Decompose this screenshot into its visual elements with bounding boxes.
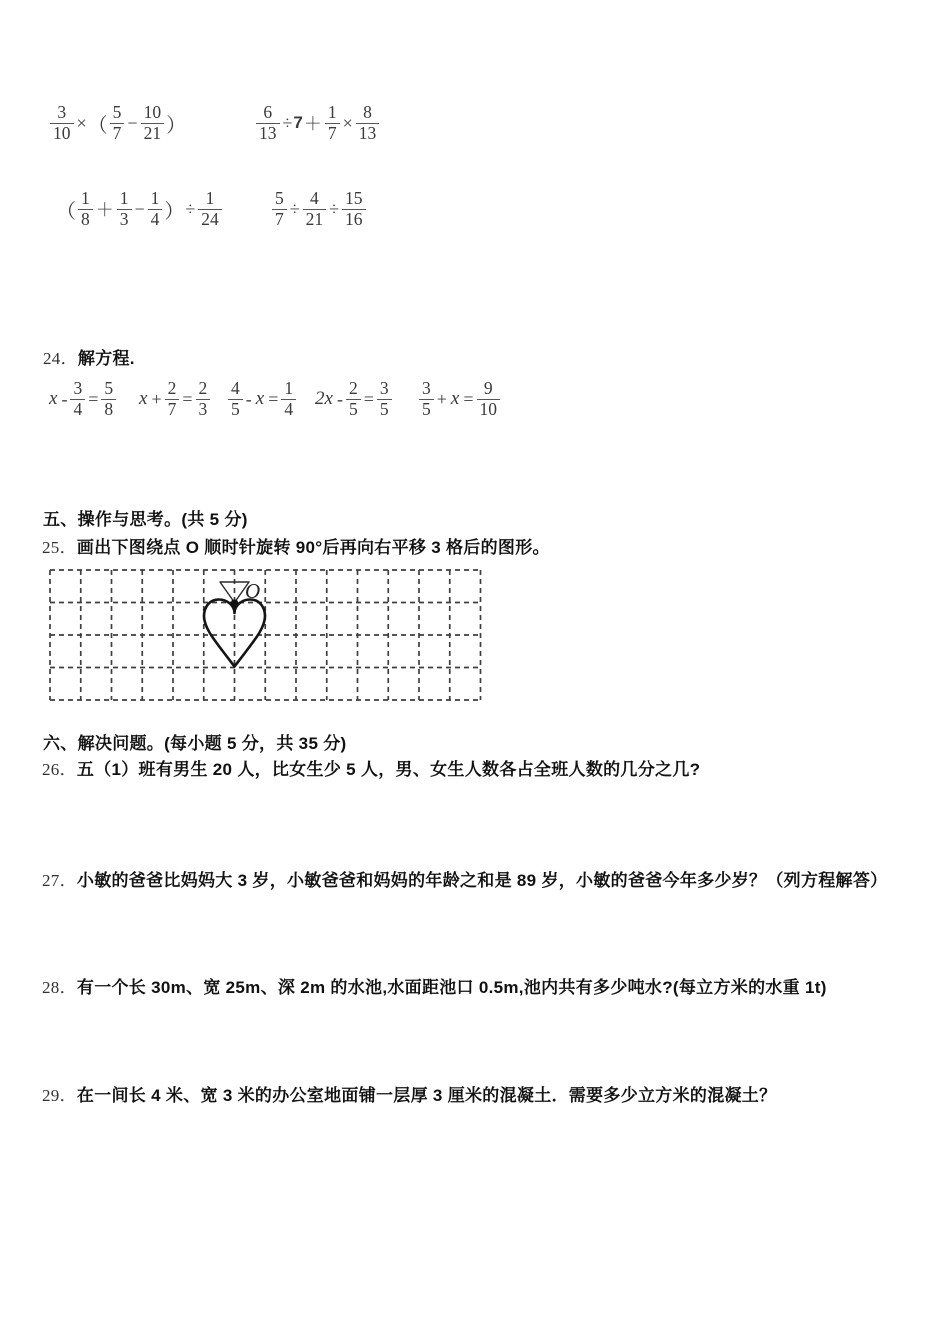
- denominator: 10: [477, 399, 501, 420]
- operator: ÷: [329, 198, 340, 219]
- problem-29: [42, 1081, 776, 1106]
- numerator: 1: [150, 187, 160, 208]
- problem-text: 画出下图绕点 O 顺时针旋转 90°后再向右平移 3 格后的图形。: [76, 538, 550, 557]
- problem-title-text: 解方程.: [77, 349, 135, 368]
- number: 7: [293, 113, 303, 132]
- problem-24-title: [43, 344, 135, 369]
- grid-lines: [50, 570, 481, 700]
- denominator: 10: [50, 123, 74, 144]
- fraction: [477, 379, 501, 419]
- fraction: [50, 103, 74, 143]
- problem-26: [42, 755, 700, 780]
- problem-25: [42, 533, 550, 558]
- denominator: 5: [346, 399, 361, 420]
- denominator: 3: [196, 399, 211, 420]
- problem-number: 25．: [42, 538, 77, 557]
- numerator: 3: [422, 377, 431, 398]
- equation-2: [136, 373, 212, 425]
- fraction: [141, 103, 165, 143]
- operator: ×: [342, 112, 353, 133]
- denominator: 24: [198, 209, 222, 230]
- rotation-grid-figure: [49, 568, 483, 704]
- fraction: [101, 379, 116, 419]
- fraction: [346, 379, 361, 419]
- operator: ÷: [282, 112, 293, 133]
- bracket: （: [56, 200, 76, 223]
- variable: 2x: [315, 388, 333, 409]
- operator: ÷: [289, 198, 300, 219]
- equation-3: [226, 373, 298, 425]
- operator: =: [88, 388, 99, 409]
- operator: +: [436, 388, 447, 409]
- problem-text: 在一间长 4 米、宽 3 米的办公室地面铺一层厚 3 厘米的混凝土．需要多少立方米的混凝土？: [76, 1086, 777, 1105]
- numerator: 2: [167, 377, 177, 398]
- problem-text: 有一个长 30m、宽 25m、深 2m 的水池,水面距池口 0.5m,池内共有多少吨水?(每立方米的水重 1t): [76, 978, 827, 997]
- fraction: [256, 103, 280, 143]
- denominator: 4: [70, 399, 85, 420]
- numerator: 6: [263, 101, 273, 122]
- calc-expression-4: [270, 183, 368, 235]
- denominator: 8: [78, 209, 93, 230]
- fraction: [198, 189, 222, 229]
- denominator: 5: [377, 399, 392, 420]
- point-o-dot: [231, 600, 239, 608]
- numerator: 3: [73, 377, 83, 398]
- numerator: 1: [119, 187, 129, 208]
- numerator: 8: [363, 101, 372, 122]
- calc-expression-1: [48, 97, 186, 149]
- denominator: 13: [356, 123, 380, 144]
- fraction: [148, 189, 163, 229]
- fraction: [377, 379, 392, 419]
- equation-4: [312, 373, 394, 425]
- numerator: 1: [284, 377, 294, 398]
- fraction: [165, 379, 180, 419]
- variable: x: [139, 388, 148, 409]
- fraction: [110, 103, 125, 143]
- operator: +: [151, 388, 162, 409]
- numerator: 15: [345, 187, 363, 208]
- fraction: [325, 103, 340, 143]
- fraction: [342, 189, 366, 229]
- fraction: [228, 379, 243, 419]
- denominator: 7: [110, 123, 125, 144]
- fraction: [281, 379, 296, 419]
- operator: −: [127, 112, 138, 133]
- variable: x: [450, 388, 460, 409]
- fraction: [196, 379, 211, 419]
- numerator: 1: [81, 187, 90, 208]
- denominator: 7: [325, 123, 340, 144]
- fraction: [70, 379, 85, 419]
- numerator: 1: [205, 187, 215, 208]
- bracket: ）: [164, 200, 185, 223]
- grid-dashed-lines: [50, 570, 481, 700]
- numerator: 5: [275, 187, 284, 208]
- numerator: 10: [143, 101, 162, 122]
- operator: =: [182, 388, 193, 409]
- numerator: 4: [231, 377, 240, 398]
- equation-5: [417, 373, 502, 425]
- problem-27: [42, 866, 887, 891]
- point-o-label: O: [245, 579, 261, 603]
- operator: -: [336, 388, 343, 409]
- denominator: 8: [101, 399, 116, 420]
- section-5-heading: 五、操作与思考。(共 5 分): [43, 510, 248, 529]
- denominator: 4: [281, 399, 296, 420]
- fraction: [78, 189, 93, 229]
- problem-number: 24．: [43, 349, 78, 368]
- denominator: 21: [303, 209, 327, 230]
- problem-text: 小敏的爸爸比妈妈大 3 岁，小敏爸爸和妈妈的年龄之和是 89 岁，小敏的爸爸今年多少岁？（列方程解答）: [76, 871, 888, 890]
- problem-28: [42, 973, 827, 998]
- bracket: ）: [166, 114, 187, 137]
- operator: =: [268, 388, 279, 409]
- numerator: 4: [310, 187, 319, 208]
- denominator: 21: [141, 123, 165, 144]
- problem-number: 29．: [42, 1086, 77, 1105]
- numerator: 2: [198, 377, 208, 398]
- problem-number: 26．: [42, 760, 77, 779]
- calc-expression-3: [56, 183, 224, 235]
- problem-text: 五（1）班有男生 20 人，比女生少 5 人，男、女生人数各占全班人数的几分之几?: [76, 760, 701, 779]
- numerator: 3: [379, 377, 389, 398]
- denominator: 4: [148, 209, 163, 230]
- denominator: 16: [342, 209, 366, 230]
- operator: ＋: [303, 114, 322, 134]
- operator: ＋: [95, 200, 114, 220]
- numerator: 2: [348, 377, 358, 398]
- fraction: [117, 189, 132, 229]
- denominator: 7: [272, 209, 287, 230]
- fraction: [272, 189, 287, 229]
- denominator: 7: [165, 399, 180, 420]
- calc-expression-2: [254, 97, 381, 149]
- denominator: 3: [117, 209, 132, 230]
- numerator: 9: [483, 377, 493, 398]
- operator: -: [61, 388, 68, 409]
- variable: x: [49, 388, 58, 409]
- bracket: （: [87, 114, 108, 137]
- denominator: 13: [256, 123, 280, 144]
- denominator: 5: [419, 399, 434, 420]
- operator: ×: [76, 112, 87, 133]
- equation-1: [46, 373, 118, 425]
- numerator: 5: [112, 101, 122, 122]
- denominator: 5: [228, 399, 243, 420]
- section-6-heading: 六、解决问题。(每小题 5 分，共 35 分): [43, 734, 347, 753]
- fraction: [303, 189, 327, 229]
- numerator: 3: [57, 101, 67, 122]
- operator: =: [463, 388, 474, 409]
- numerator: 5: [104, 377, 114, 398]
- fraction: [356, 103, 380, 143]
- problem-number: 28．: [42, 978, 77, 997]
- operator: -: [245, 388, 252, 409]
- numerator: 1: [327, 101, 337, 122]
- operator: =: [363, 388, 374, 409]
- fraction: [419, 379, 434, 419]
- operator: −: [134, 198, 145, 219]
- problem-number: 27．: [42, 871, 77, 890]
- operator: ÷: [185, 198, 196, 219]
- variable: x: [255, 388, 265, 409]
